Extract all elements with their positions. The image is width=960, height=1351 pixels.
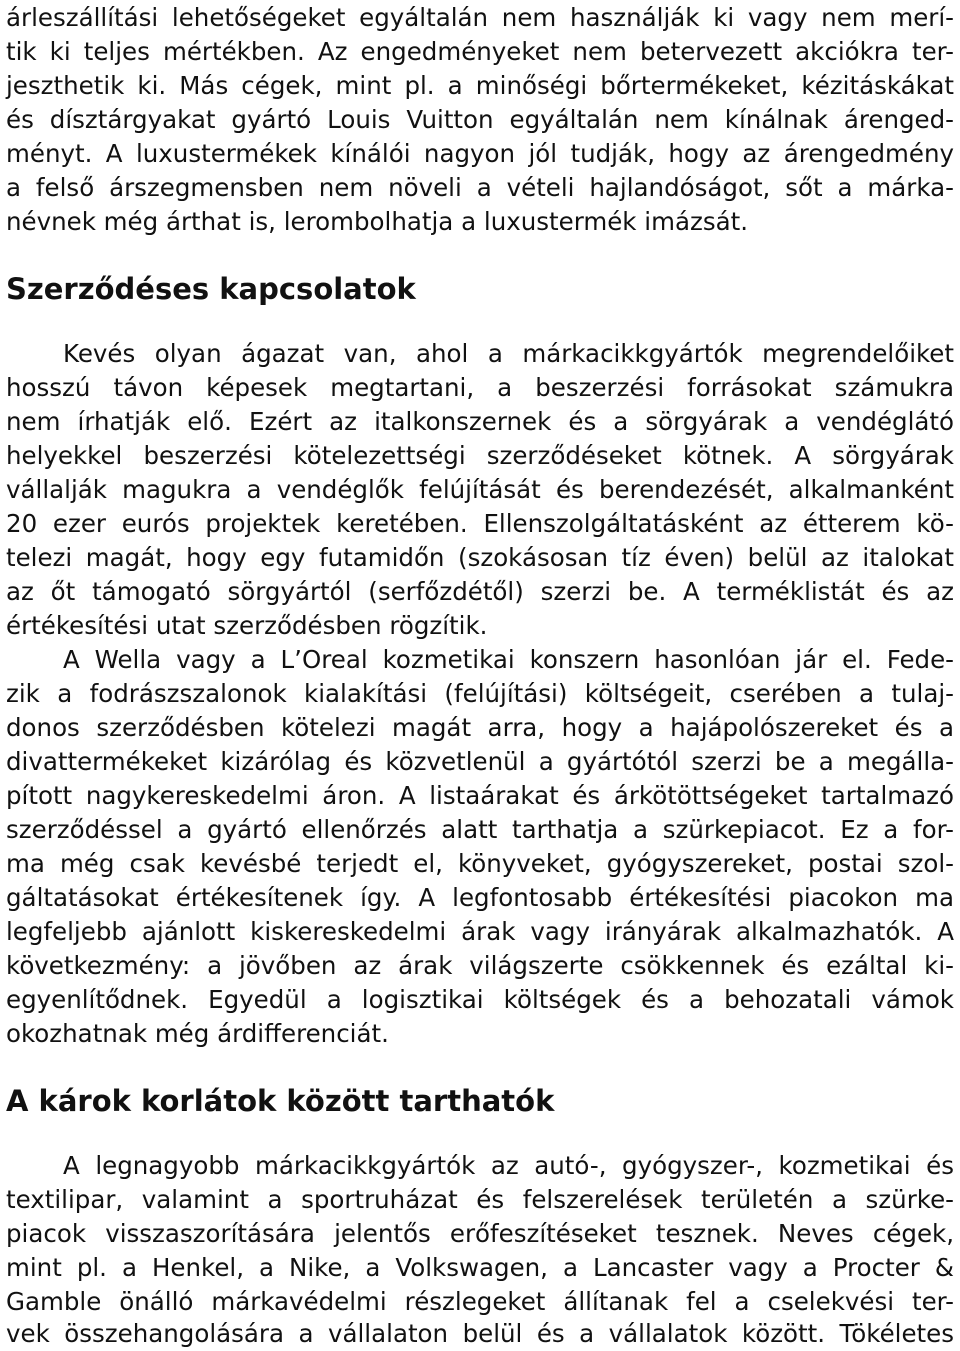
text-line: okozhatnak még árdifferenciát. — [6, 1019, 389, 1048]
text-line: mint pl. a Henkel, a Nike, a Volkswagen, a Lancaster vagy a Procter & — [6, 1253, 954, 1282]
text-line: ményt. A luxustermékek kínálói nagyon jól tudják, hogy az árengedmény — [6, 139, 954, 168]
text-line: Gamble önálló márkavédelmi részlegeket állítanak fel a cselekvési ter- — [6, 1287, 954, 1316]
text-line: tik ki teljes mértékben. Az engedményeket nem betervezett akciókra ter- — [6, 37, 954, 66]
section-heading: Szerződéses kapcsolatok — [6, 272, 416, 306]
text-line: értékesítési utat szerződésben rögzítik. — [6, 611, 488, 640]
text-line: vállalják magukra a vendéglők felújítását és berendezését, alkalmanként — [6, 475, 954, 504]
text-line: nem írhatják elő. Ezért az italkonszernek és a sörgyárak a vendéglátó — [6, 407, 954, 436]
text-line: textilipar, valamint a sportruházat és felszerelések területén a szürke- — [6, 1185, 954, 1214]
text-line: árleszállítási lehetőségeket egyáltalán nem használják ki vagy nem merí- — [6, 3, 954, 32]
text-line: a felső árszegmensben nem növeli a vételi hajlandóságot, sőt a márka- — [6, 173, 954, 202]
text-line: vek összehangolására a vállalaton belül és a vállalatok között. Tökéletes — [6, 1319, 954, 1348]
text-line: gáltatásokat értékesítenek így. A legfontosabb értékesítési piacokon ma — [6, 883, 954, 912]
text-line: ma még csak kevésbé terjedt el, könyveket, gyógyszereket, postai szol- — [6, 849, 954, 878]
text-line: és dísztárgyakat gyártó Louis Vuitton egyáltalán nem kínálnak árenged- — [6, 105, 954, 134]
text-line: helyekkel beszerzési kötelezettségi szerződéseket kötnek. A sörgyárak — [6, 441, 954, 470]
text-line: telezi magát, hogy egy futamidőn (szokásosan tíz éven) belül az italokat — [6, 543, 954, 572]
text-line: donos szerződésben kötelezi magát arra, hogy a hajápolószereket és a — [6, 713, 954, 742]
text-line: névnek még árthat is, lerombolhatja a luxustermék imázsát. — [6, 207, 748, 236]
text-line: szerződéssel a gyártó ellenőrzés alatt tarthatja a szürkepiacot. Ez a for- — [6, 815, 954, 844]
text-line: piacok visszaszorítására jelentős erőfeszítéseket tesznek. Neves cégek, — [6, 1219, 954, 1248]
section-heading: A károk korlátok között tarthatók — [6, 1084, 555, 1118]
text-line: A legnagyobb márkacikkgyártók az autó-, gyógyszer-, kozmetikai és — [63, 1151, 954, 1180]
text-line: hosszú távon képesek megtartani, a beszerzési forrásokat számukra — [6, 373, 954, 402]
text-line: 20 ezer eurós projektek keretében. Ellenszolgáltatásként az étterem kö- — [6, 509, 954, 538]
text-line: Kevés olyan ágazat van, ahol a márkacikkgyártók megrendelőiket — [63, 339, 954, 368]
text-line: zik a fodrászszalonok kialakítási (felújítási) költségeit, cserében a tulaj- — [6, 679, 954, 708]
text-line: következmény: a jövőben az árak világszerte csökkennek és ezáltal ki- — [6, 951, 954, 980]
text-line: jeszthetik ki. Más cégek, mint pl. a minőségi bőrtermékeket, kézitáskákat — [6, 71, 954, 100]
text-line: divattermékeket kizárólag és közvetlenül a gyártótól szerzi be a megálla- — [6, 747, 954, 776]
text-line: legfeljebb ajánlott kiskereskedelmi árak vagy irányárak alkalmazhatók. A — [6, 917, 954, 946]
text-line: A Wella vagy a L’Oreal kozmetikai konszern hasonlóan jár el. Fede- — [63, 645, 954, 674]
text-line: egyenlítődnek. Egyedül a logisztikai költségek és a behozatali vámok — [6, 985, 954, 1014]
text-line: az őt támogató sörgyártól (serfőzdétől) szerzi be. A terméklistát és az — [6, 577, 954, 606]
text-line: pított nagykereskedelmi áron. A listaárakat és árkötöttségeket tartalmazó — [6, 781, 954, 810]
